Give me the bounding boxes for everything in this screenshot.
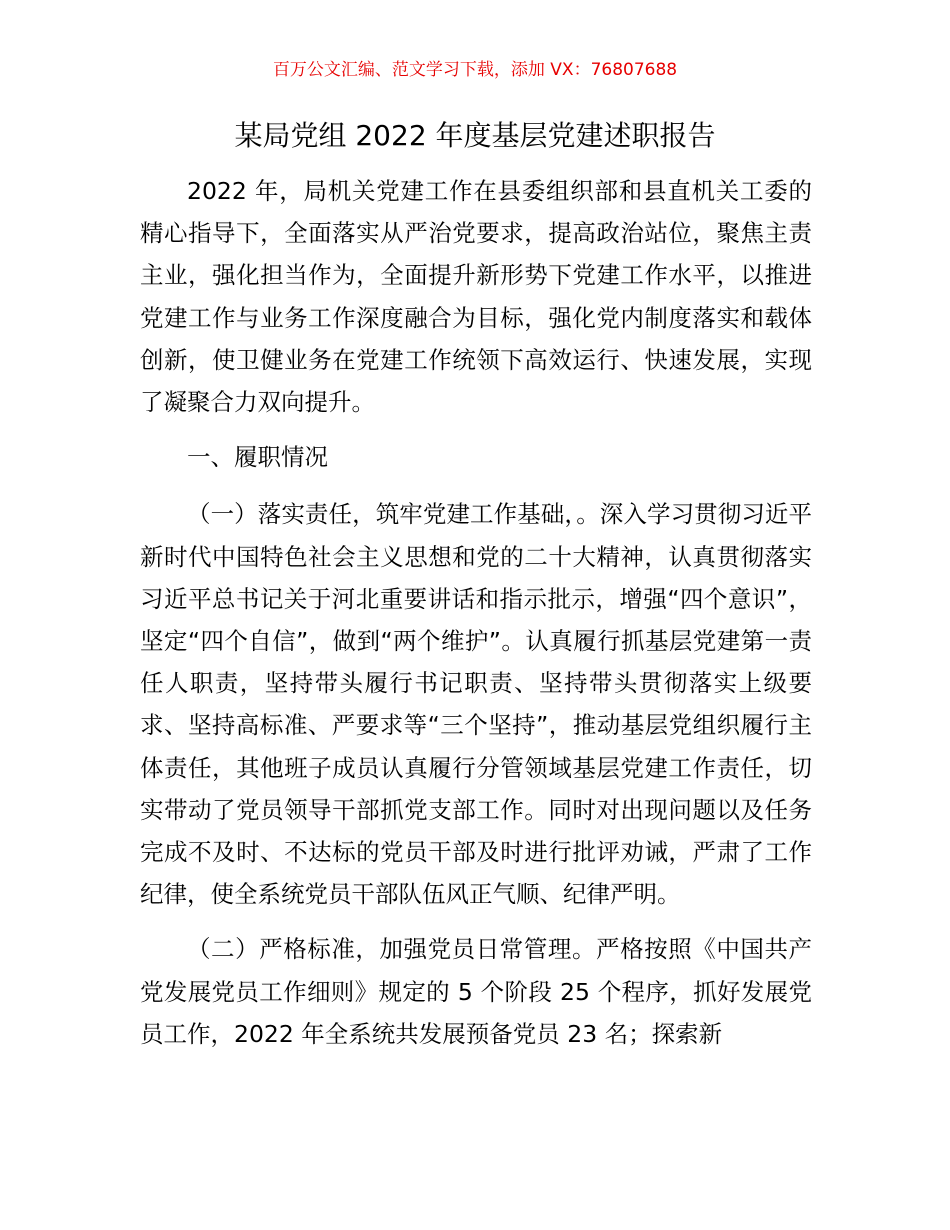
- document-body: [140, 170, 812, 1068]
- document-title: 某局党组 2022 年度基层党建述职报告: [234, 119, 716, 152]
- section-heading: 一、履职情况: [187, 443, 328, 472]
- download-notice: 百万公文汇编、范文学习下载，添加 VX：76807688: [272, 60, 678, 80]
- section-1-paragraph: （一）落实责任，筑牢党建工作基础，。深入学习贯彻习近平新时代中国特色社会主义思想和党的二十大精神，认真贯彻落实习近平总书记关于河北重要讲话和指示批示，增强“四个意识”，坚定“四个自信”，做到“两个维护”。认真履行抓基层党建第一责任人职责，坚持带头履行书记职责、坚持带头贯彻落实上级要求、坚持高标准、严要求等“三个坚持”，推动基层党组织履行主体责任，其他班子成员认真履行分管领域基层党建工作责任，切实带动了党员领导干部抓党支部工作。同时对出现问题以及任务完成不及时、不达标的党员干部及时进行批评劝诫，严肃了工作纪律，使全系统党员干部队伍风正气顺、纪律严明。: [140, 500, 812, 909]
- section-2-paragraph: （二）严格标准，加强党员日常管理。严格按照《中国共产党发展党员工作细则》规定的 5 个阶段 25 个程序，抓好发展党员工作，2022 年全系统共发展预备党员 23 名；探索新: [140, 935, 812, 1048]
- intro-paragraph: 2022 年，局机关党建工作在县委组织部和县直机关工委的精心指导下，全面落实从严治党要求，提高政治站位，聚焦主责主业，强化担当作为，全面提升新形势下党建工作水平，以推进党建工作与业务工作深度融合为目标，强化党内制度落实和载体创新，使卫健业务在党建工作统领下高效运行、快速发展，实现了凝聚合力双向提升。: [140, 177, 812, 417]
